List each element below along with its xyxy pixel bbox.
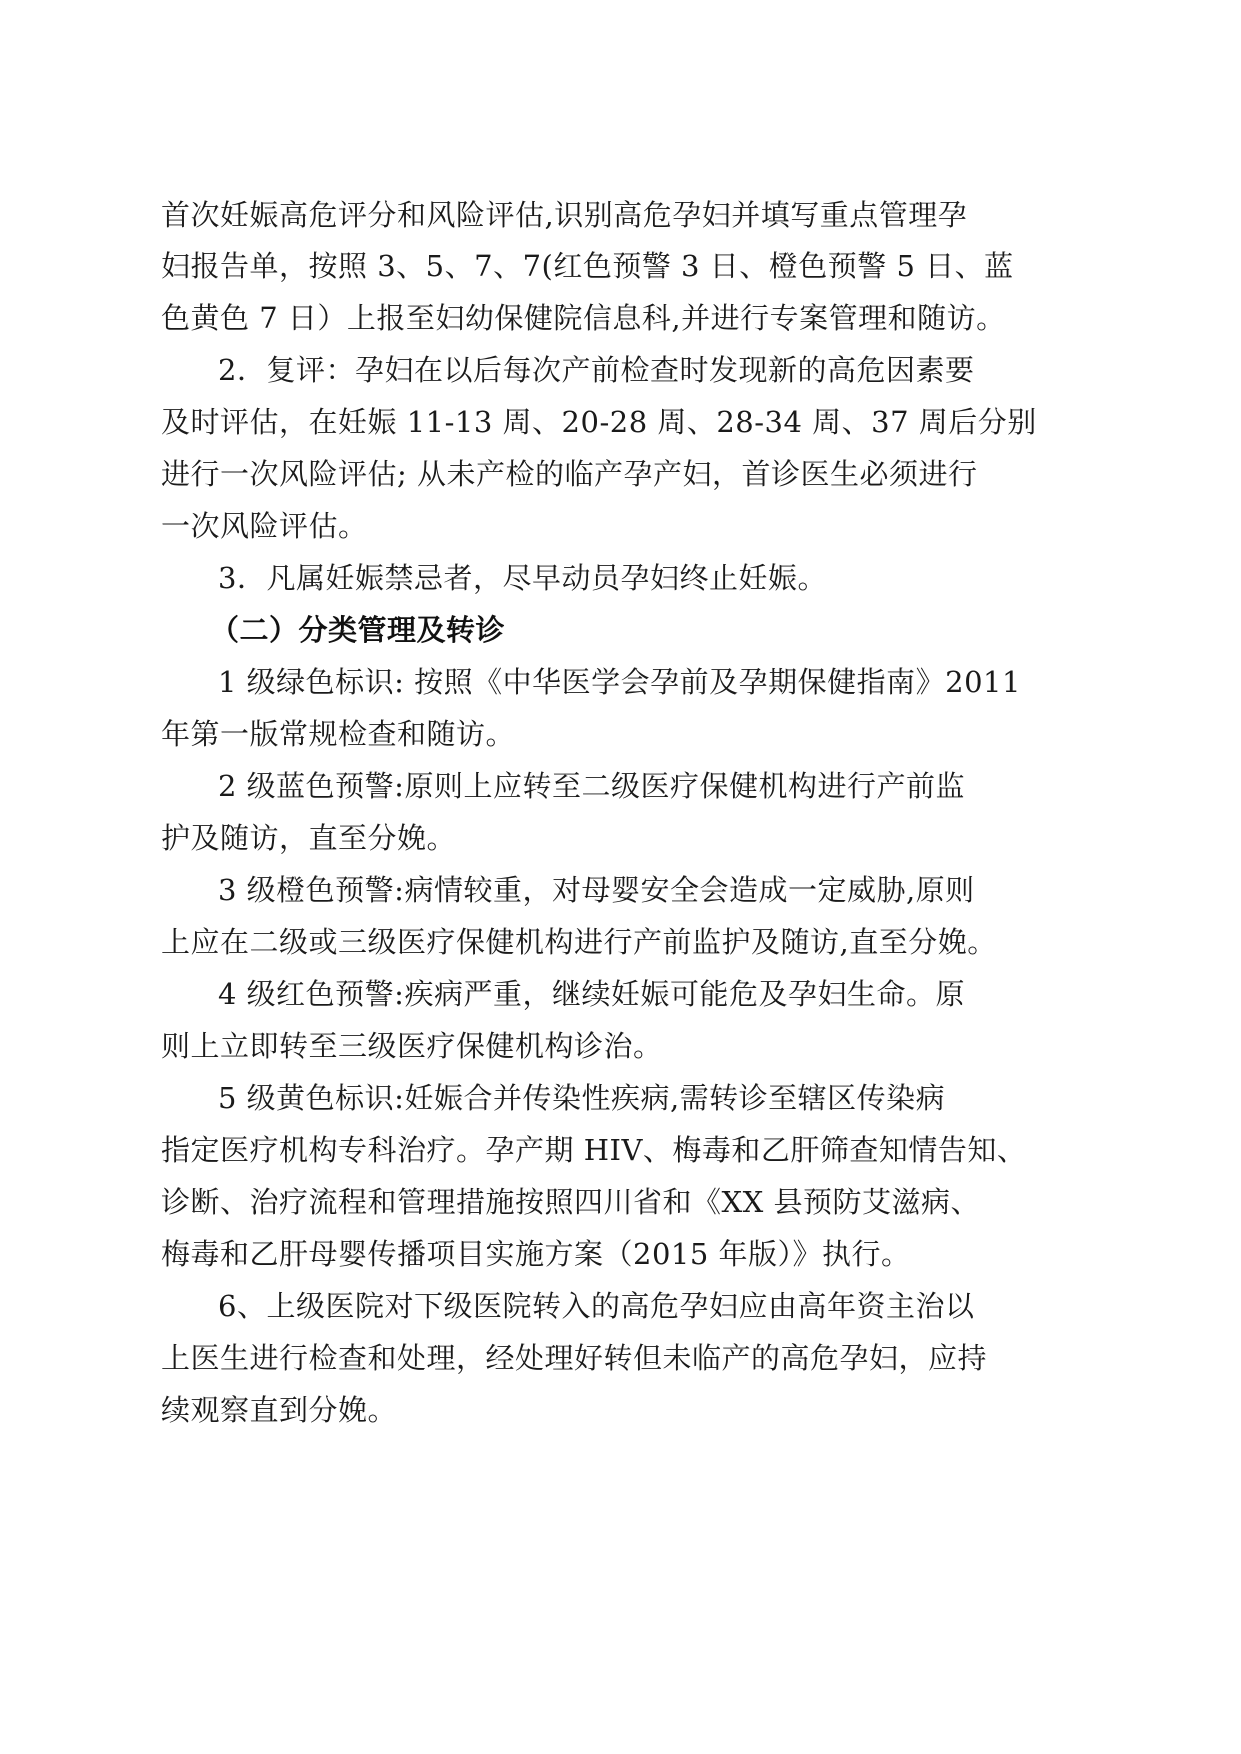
body-text-line: 续观察直到分娩。 bbox=[161, 1393, 398, 1427]
paragraph-start-line: 2 级蓝色预警:原则上应转至二级医疗保健机构进行产前监 bbox=[218, 769, 965, 803]
body-text-line: 首次妊娠高危评分和风险评估,识别高危孕妇并填写重点管理孕 bbox=[161, 198, 968, 232]
body-text-line: 一次风险评估。 bbox=[161, 509, 368, 543]
body-text-line: 上医生进行检查和处理，经处理好转但未临产的高危孕妇，应持 bbox=[161, 1341, 988, 1375]
paragraph-start-line: 4 级红色预警:疾病严重，继续妊娠可能危及孕妇生命。原 bbox=[218, 977, 965, 1011]
body-text-line: 护及随访，直至分娩。 bbox=[161, 821, 457, 855]
body-text-line: 上应在二级或三级医疗保健机构进行产前监护及随访,直至分娩。 bbox=[161, 925, 997, 959]
paragraph-start-line: 6、上级医院对下级医院转入的高危孕妇应由高年资主治以 bbox=[218, 1289, 975, 1323]
body-text-line: 则上立即转至三级医疗保健机构诊治。 bbox=[161, 1029, 663, 1063]
body-text-line: 梅毒和乙肝母婴传播项目实施方案（2015 年版）》执行。 bbox=[161, 1237, 911, 1271]
body-text-line: 年第一版常规检查和随访。 bbox=[161, 717, 516, 751]
paragraph-start-line: 3．凡属妊娠禁忌者，尽早动员孕妇终止妊娠。 bbox=[218, 561, 827, 595]
body-text-line: 妇报告单，按照 3、5、7、7(红色预警 3 日、橙色预警 5 日、蓝 bbox=[161, 249, 1014, 283]
paragraph-start-line: 1 级绿色标识: 按照《中华医学会孕前及孕期保健指南》2011 bbox=[218, 665, 1021, 699]
body-text-line: 指定医疗机构专科治疗。孕产期 HIV、梅毒和乙肝筛查知情告知、 bbox=[161, 1133, 1027, 1167]
paragraph-start-line: 5 级黄色标识:妊娠合并传染性疾病,需转诊至辖区传染病 bbox=[218, 1081, 946, 1115]
body-text-line: 进行一次风险评估; 从未产检的临产孕产妇，首诊医生必须进行 bbox=[161, 457, 978, 491]
paragraph-start-line: 3 级橙色预警:病情较重，对母婴安全会造成一定威胁,原则 bbox=[218, 873, 975, 907]
body-text-line: 诊断、治疗流程和管理措施按照四川省和《XX 县预防艾滋病、 bbox=[161, 1185, 981, 1219]
section-heading: （二）分类管理及转诊 bbox=[210, 613, 506, 647]
paragraph-start-line: 2．复评：孕妇在以后每次产前检查时发现新的高危因素要 bbox=[218, 353, 975, 387]
body-text-line: 色黄色 7 日）上报至妇幼保健院信息科,并进行专案管理和随访。 bbox=[161, 301, 1006, 335]
body-text-line: 及时评估，在妊娠 11-13 周、20-28 周、28-34 周、37 周后分别 bbox=[161, 405, 1037, 439]
